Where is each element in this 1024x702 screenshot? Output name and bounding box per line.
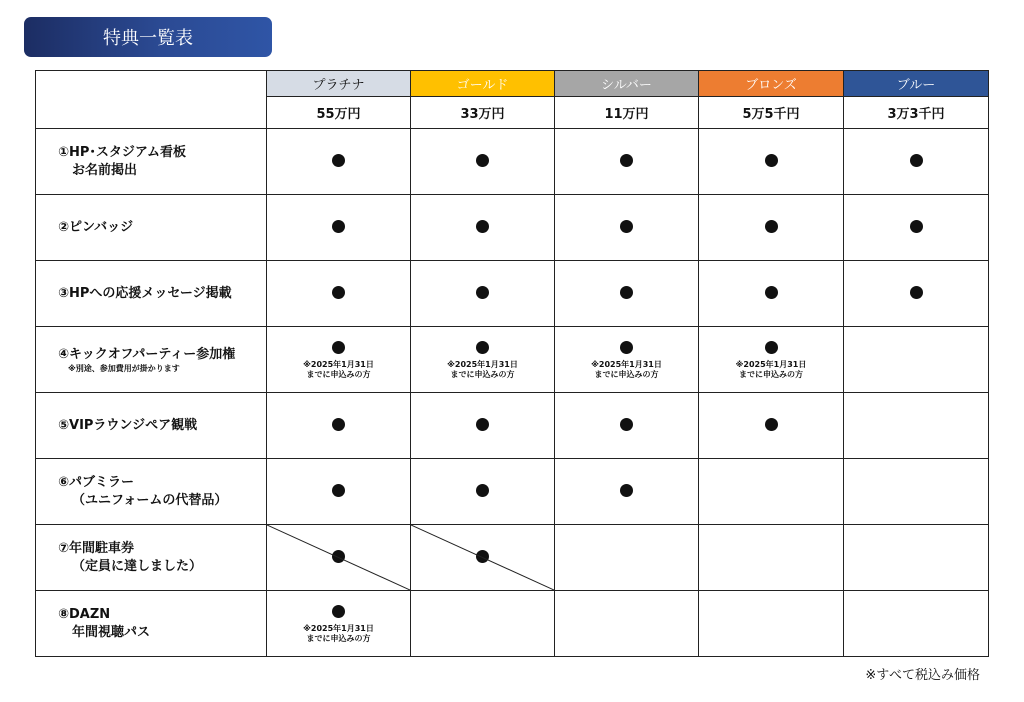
benefit-cell bbox=[267, 525, 411, 591]
price-silver: 11万円 bbox=[555, 97, 699, 129]
benefit-cell bbox=[555, 327, 699, 393]
tier-header-row bbox=[36, 71, 989, 97]
benefit-label bbox=[36, 525, 267, 591]
benefit-cell bbox=[267, 591, 411, 657]
benefit-cell bbox=[844, 393, 989, 459]
deadline-date: ※2025年1月31日 bbox=[303, 624, 374, 633]
benefit-cell bbox=[267, 261, 411, 327]
benefit-cell bbox=[844, 129, 989, 195]
deadline-date: ※2025年1月31日 bbox=[591, 360, 662, 369]
included-dot-icon bbox=[332, 605, 345, 618]
benefit-title: ③HPへの応援メッセージ掲載 bbox=[58, 285, 232, 301]
benefit-cell bbox=[699, 393, 844, 459]
included-dot-icon bbox=[476, 286, 489, 299]
benefit-row bbox=[36, 129, 989, 195]
benefit-subtitle: （ユニフォームの代替品） bbox=[72, 492, 228, 508]
benefit-cell bbox=[555, 459, 699, 525]
benefit-title: ④キックオフパーティー参加権 bbox=[58, 346, 236, 362]
deadline-note bbox=[267, 624, 410, 644]
benefit-cell bbox=[555, 195, 699, 261]
deadline-date: ※2025年1月31日 bbox=[303, 360, 374, 369]
benefit-row bbox=[36, 195, 989, 261]
benefit-title: ⑧DAZN bbox=[58, 606, 111, 622]
benefit-row bbox=[36, 525, 989, 591]
benefit-title: ⑥パブミラー bbox=[58, 474, 135, 490]
benefit-cell bbox=[411, 129, 555, 195]
benefit-cell bbox=[411, 459, 555, 525]
benefit-cell bbox=[844, 327, 989, 393]
benefit-row bbox=[36, 327, 989, 393]
included-dot-icon bbox=[620, 341, 633, 354]
benefits-table bbox=[35, 70, 989, 657]
benefit-cell bbox=[267, 195, 411, 261]
benefit-subtitle: （定員に達しました） bbox=[72, 558, 203, 574]
benefit-cell bbox=[844, 591, 989, 657]
deadline-note bbox=[699, 360, 843, 380]
benefit-cell bbox=[411, 327, 555, 393]
included-dot-icon bbox=[910, 220, 923, 233]
included-dot-icon bbox=[765, 341, 778, 354]
benefit-title: ②ピンバッジ bbox=[58, 219, 134, 235]
included-dot-icon bbox=[910, 154, 923, 167]
included-dot-icon bbox=[332, 550, 345, 563]
benefit-cell bbox=[699, 327, 844, 393]
benefit-cell bbox=[555, 129, 699, 195]
included-dot-icon bbox=[476, 220, 489, 233]
included-dot-icon bbox=[765, 220, 778, 233]
benefit-cell bbox=[699, 261, 844, 327]
deadline-condition: までに申込みの方 bbox=[739, 370, 803, 379]
benefit-cell bbox=[411, 591, 555, 657]
benefit-label bbox=[36, 195, 267, 261]
included-dot-icon bbox=[620, 286, 633, 299]
included-dot-icon bbox=[476, 484, 489, 497]
price-gold: 33万円 bbox=[411, 97, 555, 129]
included-dot-icon bbox=[332, 341, 345, 354]
tax-note: ※すべて税込み価格 bbox=[865, 668, 980, 683]
benefit-title: ⑦年間駐車券 bbox=[58, 540, 135, 556]
included-dot-icon bbox=[332, 418, 345, 431]
benefit-cell bbox=[555, 393, 699, 459]
benefit-cell bbox=[555, 525, 699, 591]
tier-bronze: ブロンズ bbox=[699, 71, 844, 97]
included-dot-icon bbox=[765, 418, 778, 431]
benefit-label bbox=[36, 129, 267, 195]
included-dot-icon bbox=[910, 286, 923, 299]
deadline-date: ※2025年1月31日 bbox=[735, 360, 807, 369]
benefit-label bbox=[36, 591, 267, 657]
benefit-cell bbox=[411, 261, 555, 327]
benefit-cell bbox=[555, 591, 699, 657]
deadline-condition: までに申込みの方 bbox=[306, 634, 371, 643]
benefit-rows bbox=[36, 129, 989, 657]
deadline-date: ※2025年1月31日 bbox=[447, 360, 518, 369]
benefit-row bbox=[36, 591, 989, 657]
included-dot-icon bbox=[332, 154, 345, 167]
deadline-note bbox=[555, 360, 698, 380]
included-dot-icon bbox=[620, 484, 633, 497]
included-dot-icon bbox=[476, 341, 489, 354]
benefit-cell bbox=[267, 327, 411, 393]
included-dot-icon bbox=[765, 154, 778, 167]
included-dot-icon bbox=[620, 418, 633, 431]
benefit-cell bbox=[411, 393, 555, 459]
benefit-cell bbox=[267, 459, 411, 525]
deadline-note bbox=[267, 360, 410, 380]
deadline-note bbox=[411, 360, 554, 380]
benefit-note: ※別途、参加費用が掛かります bbox=[68, 363, 180, 373]
included-dot-icon bbox=[332, 286, 345, 299]
benefit-subtitle: 年間視聴パス bbox=[72, 624, 151, 640]
benefit-cell bbox=[699, 459, 844, 525]
included-dot-icon bbox=[476, 154, 489, 167]
included-dot-icon bbox=[476, 550, 489, 563]
tier-blue: ブルー bbox=[844, 71, 989, 97]
tier-gold: ゴールド bbox=[411, 71, 555, 97]
included-dot-icon bbox=[620, 220, 633, 233]
benefit-cell bbox=[844, 195, 989, 261]
benefit-cell bbox=[844, 525, 989, 591]
included-dot-icon bbox=[765, 286, 778, 299]
benefit-cell bbox=[267, 129, 411, 195]
corner-cell bbox=[36, 71, 267, 129]
deadline-condition: までに申込みの方 bbox=[594, 370, 659, 379]
benefit-label bbox=[36, 327, 267, 393]
benefit-cell bbox=[844, 261, 989, 327]
benefit-cell bbox=[844, 459, 989, 525]
benefit-label bbox=[36, 459, 267, 525]
deadline-condition: までに申込みの方 bbox=[306, 370, 371, 379]
benefit-cell bbox=[555, 261, 699, 327]
price-bronze: 5万5千円 bbox=[699, 97, 844, 129]
benefit-cell bbox=[699, 195, 844, 261]
benefit-cell bbox=[411, 195, 555, 261]
included-dot-icon bbox=[332, 220, 345, 233]
benefit-row bbox=[36, 261, 989, 327]
benefit-row bbox=[36, 393, 989, 459]
benefit-label bbox=[36, 393, 267, 459]
benefit-label bbox=[36, 261, 267, 327]
benefit-cell bbox=[267, 393, 411, 459]
tier-platinum: プラチナ bbox=[267, 71, 411, 97]
price-platinum: 55万円 bbox=[267, 97, 411, 129]
benefit-subtitle: お名前掲出 bbox=[72, 162, 138, 178]
benefit-row bbox=[36, 459, 989, 525]
included-dot-icon bbox=[476, 418, 489, 431]
included-dot-icon bbox=[332, 484, 345, 497]
benefit-cell bbox=[699, 129, 844, 195]
page-title: 特典一覧表 bbox=[24, 17, 272, 57]
deadline-condition: までに申込みの方 bbox=[450, 370, 515, 379]
benefit-title: ⑤VIPラウンジペア観戦 bbox=[58, 417, 198, 433]
benefit-cell bbox=[411, 525, 555, 591]
included-dot-icon bbox=[620, 154, 633, 167]
benefit-title: ①HP･スタジアム看板 bbox=[58, 144, 187, 160]
benefit-cell bbox=[699, 591, 844, 657]
price-blue: 3万3千円 bbox=[844, 97, 989, 129]
benefit-cell bbox=[699, 525, 844, 591]
tier-silver: シルバー bbox=[555, 71, 699, 97]
